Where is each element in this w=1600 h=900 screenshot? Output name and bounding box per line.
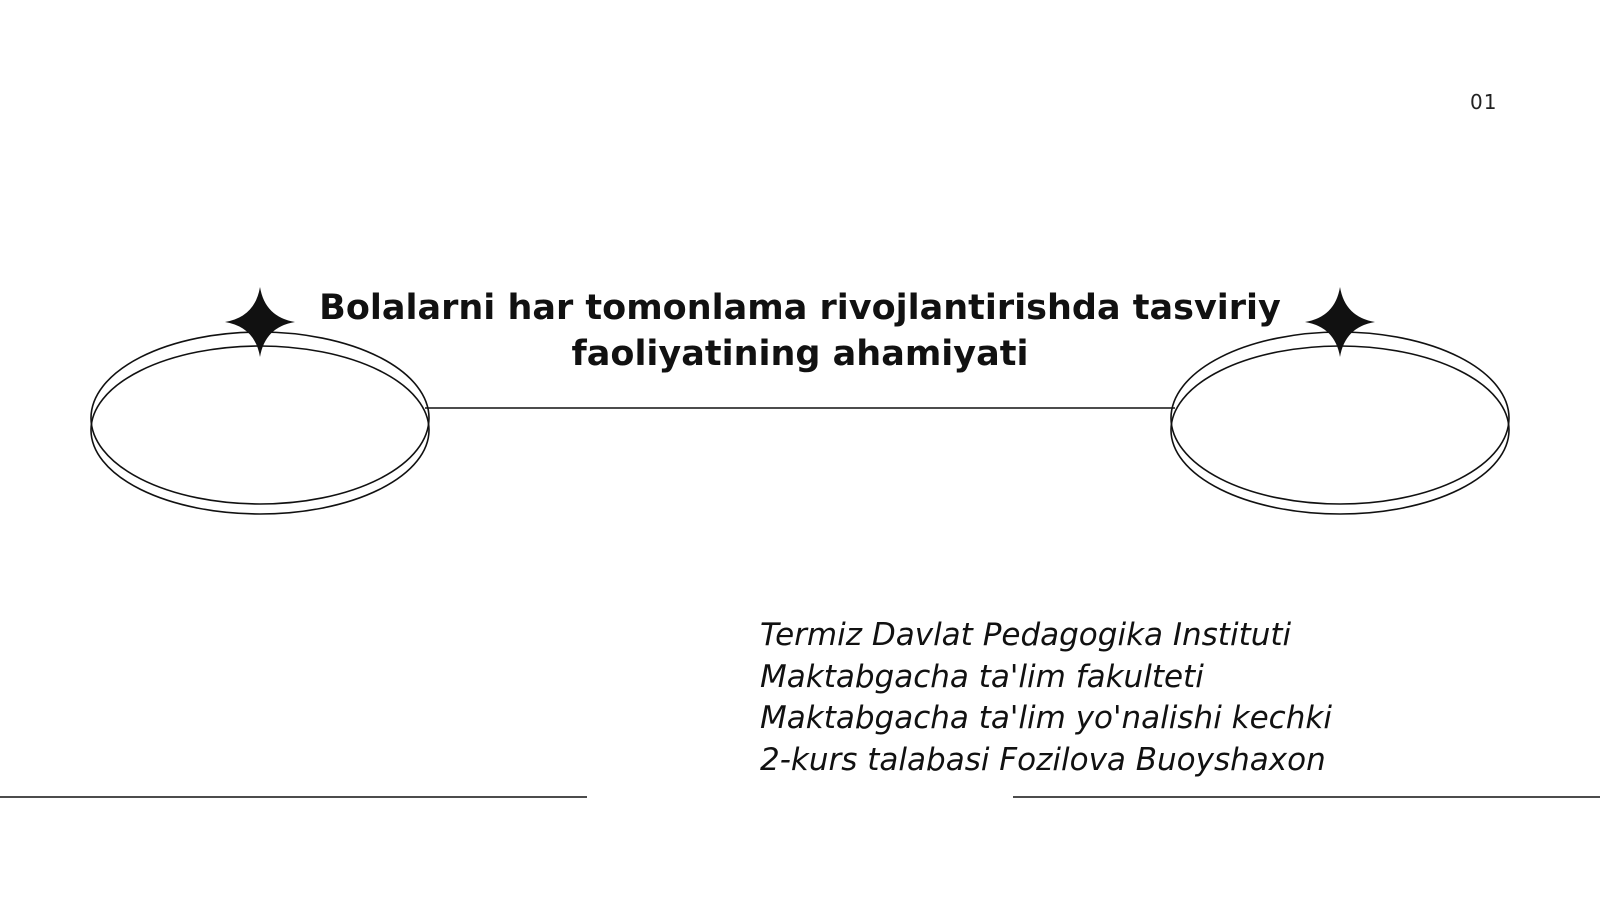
slide-number: 01 bbox=[1470, 90, 1498, 114]
author-info bbox=[760, 615, 1380, 781]
info-line-student: 2-kurs talabasi Fozilova Buoyshaxon bbox=[760, 741, 1326, 778]
info-line-faculty: Maktabgacha ta'lim fakulteti bbox=[760, 658, 1204, 695]
info-line-institute: Termiz Davlat Pedagogika Instituti bbox=[760, 617, 1292, 653]
title-line-1: Bolalarni har tomonlama rivojlantirishda tasviriy bbox=[319, 288, 1281, 328]
info-line-direction: Maktabgacha ta'lim yo'nalishi kechki bbox=[760, 700, 1332, 736]
slide-title bbox=[300, 285, 1300, 377]
title-line-2: faoliyatining ahamiyati bbox=[571, 334, 1029, 374]
